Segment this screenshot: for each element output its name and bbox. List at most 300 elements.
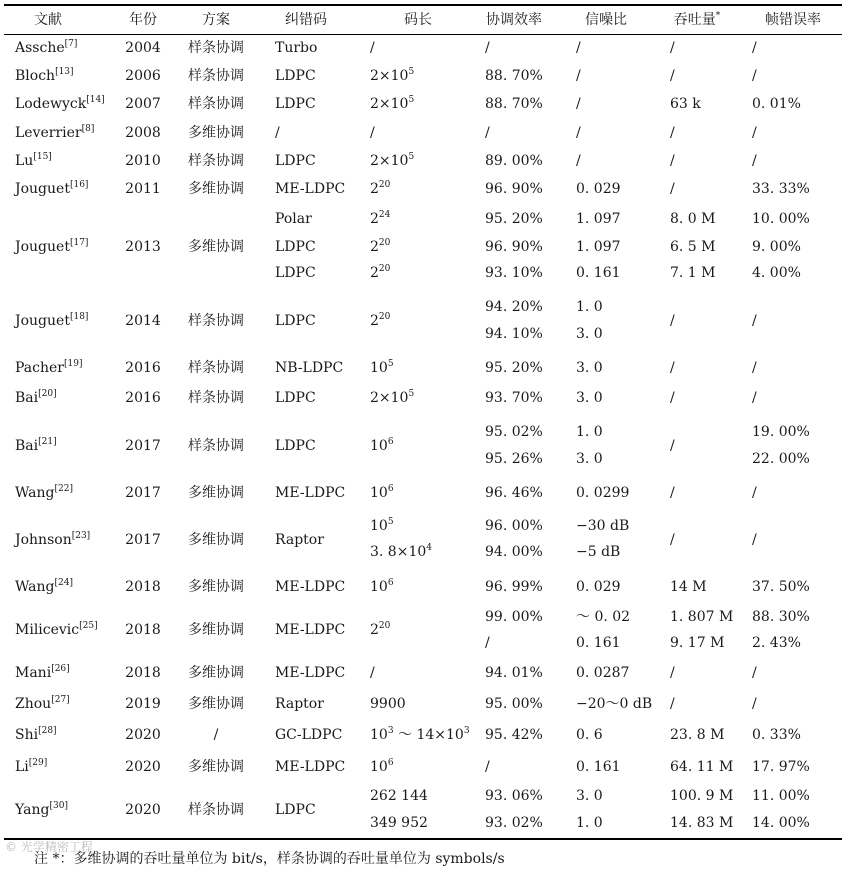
- eff-cell: /: [485, 125, 490, 141]
- length-exponent: 5: [408, 67, 415, 77]
- code-cell: LDPC: [275, 96, 316, 112]
- eff-cell: 95. 20%: [485, 360, 543, 376]
- reference-cell: [15, 532, 90, 548]
- eff-cell: 96. 90%: [485, 181, 543, 197]
- fer-cell: /: [752, 696, 757, 712]
- length-exponent: 5: [408, 389, 415, 399]
- year-cell: 2011: [125, 181, 161, 197]
- author-name: Jouguet: [15, 239, 70, 255]
- scheme-cell: 多维协调: [188, 759, 244, 775]
- fer-cell: 14. 00%: [752, 815, 810, 831]
- code-cell: Turbo: [275, 40, 318, 56]
- header-rule: [4, 34, 842, 35]
- len-cell: [370, 665, 375, 681]
- scheme-cell: 多维协调: [188, 239, 244, 255]
- len-cell: [370, 265, 390, 281]
- snr-cell: 0. 029: [576, 579, 621, 595]
- scheme-cell: 多维协调: [188, 696, 244, 712]
- snr-cell: 1. 0: [576, 815, 603, 831]
- fer-cell: /: [752, 360, 757, 376]
- eff-cell: 94. 01%: [485, 665, 543, 681]
- header-footnote-mark: *: [715, 11, 721, 21]
- snr-cell: 3. 0: [576, 326, 603, 342]
- eff-cell: 88. 70%: [485, 68, 543, 84]
- len-cell: [370, 759, 394, 775]
- header-label: 纠错码: [285, 12, 327, 28]
- table-footnote: 注 *：多维协调的吞吐量单位为 bit/s，样条协调的吞吐量单位为 symbols/s: [34, 851, 505, 867]
- reference-cell: [15, 802, 68, 818]
- header-label: 年份: [129, 12, 157, 28]
- header-cell: [34, 12, 62, 28]
- year-cell: 2018: [125, 622, 161, 638]
- code-cell: LDPC: [275, 390, 316, 406]
- code-cell: ME-LDPC: [275, 622, 346, 638]
- length-exponent: 5: [387, 359, 394, 369]
- year-cell: 2020: [125, 802, 161, 818]
- citation-number: [23]: [71, 531, 91, 541]
- eff-cell: 93. 06%: [485, 788, 543, 804]
- code-cell: ME-LDPC: [275, 485, 346, 501]
- reference-cell: [15, 96, 105, 112]
- length-exponent: 6: [387, 758, 394, 768]
- year-cell: 2016: [125, 360, 161, 376]
- eff-cell: /: [485, 759, 490, 775]
- length-exponent: 4: [426, 543, 432, 553]
- code-cell: Polar: [275, 211, 312, 227]
- author-name: Jouguet: [15, 181, 70, 197]
- fer-cell: 37. 50%: [752, 579, 810, 595]
- eff-cell: 95. 20%: [485, 211, 543, 227]
- fer-cell: /: [752, 532, 757, 548]
- tp-cell: /: [670, 390, 675, 406]
- reference-cell: [15, 360, 82, 376]
- citation-number: [20]: [38, 389, 57, 399]
- len-cell: [370, 96, 414, 112]
- code-cell: /: [275, 125, 280, 141]
- year-cell: 2018: [125, 665, 161, 681]
- snr-cell: 3. 0: [576, 788, 603, 804]
- scheme-cell: 样条协调: [188, 68, 244, 84]
- tp-cell: 1. 807 M: [670, 609, 734, 625]
- length-base: 2: [370, 622, 379, 638]
- snr-cell: ～ 0. 02: [576, 609, 631, 625]
- snr-cell: /: [576, 68, 581, 84]
- author-name: Jouguet: [15, 313, 70, 329]
- author-name: Yang: [15, 802, 50, 818]
- citation-number: [27]: [51, 695, 70, 705]
- code-cell: LDPC: [275, 802, 316, 818]
- code-cell: LDPC: [275, 438, 316, 454]
- code-cell: ME-LDPC: [275, 665, 346, 681]
- reference-cell: [15, 313, 88, 329]
- length-base: 349 952: [370, 815, 428, 831]
- length-exponent: 20: [378, 180, 391, 190]
- year-cell: 2017: [125, 485, 161, 501]
- scheme-cell: 多维协调: [188, 665, 244, 681]
- author-name: Wang: [15, 485, 55, 501]
- length-base: 2×10: [370, 390, 409, 406]
- header-label: 码长: [404, 12, 432, 28]
- header-cell: [585, 12, 627, 28]
- snr-cell: 0. 0299: [576, 485, 630, 501]
- eff-cell: 95. 26%: [485, 451, 543, 467]
- year-cell: 2008: [125, 125, 161, 141]
- length-exponent: 3: [463, 726, 470, 736]
- length-base: 2: [370, 265, 379, 281]
- tp-cell: /: [670, 360, 675, 376]
- eff-cell: 94. 10%: [485, 326, 543, 342]
- reference-cell: [15, 665, 70, 681]
- fer-cell: 2. 43%: [752, 635, 801, 651]
- len-cell: [370, 40, 375, 56]
- scheme-cell: 样条协调: [188, 96, 244, 112]
- code-cell: ME-LDPC: [275, 759, 346, 775]
- snr-cell: −30 dB: [576, 518, 630, 534]
- length-base: 262 144: [370, 788, 428, 804]
- fer-cell: 17. 97%: [752, 759, 810, 775]
- header-cell: [285, 12, 327, 28]
- fer-cell: /: [752, 313, 757, 329]
- tp-cell: /: [670, 153, 675, 169]
- eff-cell: /: [485, 40, 490, 56]
- header-label: 帧错误率: [765, 12, 821, 28]
- length-exponent: 6: [387, 484, 394, 494]
- length-base: 10: [370, 579, 388, 595]
- len-cell: [370, 211, 390, 227]
- snr-cell: 3. 0: [576, 451, 603, 467]
- citation-number: [26]: [51, 664, 70, 674]
- length-base: 2: [370, 313, 379, 329]
- eff-cell: 99. 00%: [485, 609, 543, 625]
- citation-number: [18]: [69, 312, 89, 322]
- code-cell: ME-LDPC: [275, 181, 346, 197]
- len-cell: [370, 485, 394, 501]
- tp-cell: /: [670, 313, 675, 329]
- reference-cell: [15, 68, 74, 84]
- fer-cell: /: [752, 485, 757, 501]
- length-base: 10: [370, 759, 388, 775]
- tp-cell: /: [670, 125, 675, 141]
- length-exponent: 20: [378, 264, 391, 274]
- scheme-cell: 样条协调: [188, 40, 244, 56]
- tp-cell: /: [670, 696, 675, 712]
- len-cell: [370, 181, 390, 197]
- fer-cell: 9. 00%: [752, 239, 801, 255]
- citation-number: [16]: [69, 180, 89, 190]
- snr-cell: 0. 161: [576, 759, 621, 775]
- length-base: 2×10: [370, 153, 409, 169]
- citation-number: [13]: [55, 67, 74, 77]
- length-exponent: 20: [378, 312, 391, 322]
- code-cell: Raptor: [275, 532, 324, 548]
- len-cell: [370, 360, 394, 376]
- snr-cell: −20～0 dB: [576, 696, 653, 712]
- len-cell: [370, 518, 394, 534]
- header-cell: [765, 12, 821, 28]
- snr-cell: 3. 0: [576, 390, 603, 406]
- scheme-cell: 多维协调: [188, 125, 244, 141]
- tp-cell: /: [670, 438, 675, 454]
- scheme-cell: 样条协调: [188, 360, 244, 376]
- header-label: 吞吐量: [673, 12, 716, 28]
- header-label: 文献: [34, 12, 62, 28]
- tp-cell: 7. 1 M: [670, 265, 716, 281]
- eff-cell: 93. 02%: [485, 815, 543, 831]
- tp-cell: 9. 17 M: [670, 635, 725, 651]
- citation-number: [15]: [33, 152, 52, 162]
- author-name: Zhou: [15, 696, 52, 712]
- reference-cell: [15, 485, 73, 501]
- scheme-cell: 样条协调: [188, 802, 244, 818]
- snr-cell: 1. 0: [576, 299, 603, 315]
- len-cell: [370, 153, 414, 169]
- watermark: © 光学精密工程: [5, 840, 93, 854]
- snr-cell: 0. 161: [576, 635, 621, 651]
- code-cell: LDPC: [275, 153, 316, 169]
- length-base: 2×10: [370, 68, 409, 84]
- eff-cell: 88. 70%: [485, 96, 543, 112]
- fer-cell: 33. 33%: [752, 181, 810, 197]
- author-name: Shi: [15, 727, 39, 743]
- reference-cell: [15, 579, 73, 595]
- year-cell: 2019: [125, 696, 161, 712]
- reference-cell: [15, 759, 47, 775]
- fer-cell: 0. 33%: [752, 727, 801, 743]
- length-exponent: 5: [387, 517, 394, 527]
- tp-cell: /: [670, 40, 675, 56]
- length-base: /: [370, 665, 375, 681]
- citation-number: [22]: [54, 484, 73, 494]
- len-cell: [370, 313, 390, 329]
- reference-cell: [15, 622, 98, 638]
- reference-cell: [15, 696, 70, 712]
- length-exponent: 24: [378, 210, 391, 220]
- fer-cell: /: [752, 68, 757, 84]
- eff-cell: 95. 00%: [485, 696, 543, 712]
- citation-number: [28]: [38, 726, 57, 736]
- len-cell: [370, 390, 414, 406]
- citation-number: [14]: [86, 95, 105, 105]
- fer-cell: /: [752, 665, 757, 681]
- snr-cell: 0. 029: [576, 181, 621, 197]
- len-cell: [370, 696, 406, 712]
- len-cell: [370, 544, 432, 560]
- citation-number: [8]: [81, 124, 95, 134]
- year-cell: 2004: [125, 40, 161, 56]
- citation-number: [7]: [64, 39, 78, 49]
- scheme-cell: 样条协调: [188, 390, 244, 406]
- code-cell: Raptor: [275, 696, 324, 712]
- citation-number: [24]: [54, 578, 73, 588]
- tp-cell: /: [670, 485, 675, 501]
- tp-cell: 64. 11 M: [670, 759, 734, 775]
- citation-number: [21]: [38, 437, 57, 447]
- snr-cell: /: [576, 40, 581, 56]
- len-cell: [370, 815, 428, 831]
- snr-cell: /: [576, 125, 581, 141]
- code-cell: LDPC: [275, 313, 316, 329]
- snr-cell: −5 dB: [576, 544, 621, 560]
- year-cell: 2018: [125, 579, 161, 595]
- author-name: Pacher: [15, 360, 64, 376]
- citation-number: [25]: [79, 621, 98, 631]
- author-name: Mani: [15, 665, 52, 681]
- snr-cell: 0. 0287: [576, 665, 630, 681]
- eff-cell: 89. 00%: [485, 153, 543, 169]
- header-cell: [202, 12, 230, 28]
- scheme-cell: 样条协调: [188, 313, 244, 329]
- code-cell: ME-LDPC: [275, 579, 346, 595]
- fer-cell: /: [752, 153, 757, 169]
- tp-cell: 63 k: [670, 96, 701, 112]
- length-base: /: [370, 40, 375, 56]
- year-cell: 2020: [125, 727, 161, 743]
- code-cell: GC-LDPC: [275, 727, 343, 743]
- length-base: 10: [370, 727, 388, 743]
- snr-cell: /: [576, 153, 581, 169]
- length-base: ～ 14×10: [393, 727, 464, 743]
- year-cell: 2017: [125, 532, 161, 548]
- reference-cell: [15, 40, 77, 56]
- length-base: 2×10: [370, 96, 409, 112]
- header-cell: [674, 12, 721, 28]
- author-name: Johnson: [15, 532, 72, 548]
- author-name: Milicevic: [15, 622, 80, 638]
- header-cell: [129, 12, 157, 28]
- scheme-cell: /: [213, 727, 219, 743]
- length-base: 10: [370, 438, 388, 454]
- reference-cell: [15, 125, 94, 141]
- tp-cell: /: [670, 181, 675, 197]
- snr-cell: /: [576, 96, 581, 112]
- length-base: 10: [370, 485, 388, 501]
- length-exponent: 3: [387, 726, 394, 736]
- author-name: Wang: [15, 579, 55, 595]
- tp-cell: 6. 5 M: [670, 239, 716, 255]
- reference-cell: [15, 727, 57, 743]
- fer-cell: 22. 00%: [752, 451, 810, 467]
- year-cell: 2006: [125, 68, 161, 84]
- scheme-cell: 多维协调: [188, 181, 244, 197]
- eff-cell: 93. 10%: [485, 265, 543, 281]
- author-name: Li: [15, 759, 29, 775]
- code-cell: LDPC: [275, 68, 316, 84]
- year-cell: 2013: [125, 239, 161, 255]
- scheme-cell: 样条协调: [188, 153, 244, 169]
- bottom-rule: [4, 838, 842, 840]
- top-rule: [4, 4, 842, 6]
- len-cell: [370, 438, 394, 454]
- length-exponent: 6: [387, 578, 394, 588]
- year-cell: 2016: [125, 390, 161, 406]
- eff-cell: 94. 00%: [485, 544, 543, 560]
- snr-cell: 0. 161: [576, 265, 621, 281]
- scheme-cell: 多维协调: [188, 579, 244, 595]
- fer-cell: 11. 00%: [752, 788, 810, 804]
- length-base: 2: [370, 239, 379, 255]
- fer-cell: /: [752, 40, 757, 56]
- tp-cell: /: [670, 68, 675, 84]
- fer-cell: 0. 01%: [752, 96, 801, 112]
- author-name: Lu: [15, 153, 34, 169]
- header-cell: [486, 12, 542, 28]
- reference-cell: [15, 438, 57, 454]
- eff-cell: /: [485, 635, 490, 651]
- scheme-cell: 多维协调: [188, 532, 244, 548]
- year-cell: 2014: [125, 313, 161, 329]
- year-cell: 2010: [125, 153, 161, 169]
- length-base: 3. 8×10: [370, 544, 427, 560]
- fer-cell: 4. 00%: [752, 265, 801, 281]
- snr-cell: 1. 097: [576, 211, 621, 227]
- author-name: Bloch: [15, 68, 56, 84]
- tp-cell: 8. 0 M: [670, 211, 716, 227]
- fer-cell: /: [752, 125, 757, 141]
- len-cell: [370, 239, 390, 255]
- header-label: 方案: [202, 12, 230, 28]
- length-exponent: 5: [408, 95, 415, 105]
- citation-number: [19]: [63, 359, 83, 369]
- reference-cell: [15, 390, 57, 406]
- author-name: Bai: [15, 390, 39, 406]
- length-base: 2: [370, 181, 379, 197]
- len-cell: [370, 788, 428, 804]
- eff-cell: 93. 70%: [485, 390, 543, 406]
- fer-cell: /: [752, 390, 757, 406]
- header-cell: [404, 12, 432, 28]
- author-name: Leverrier: [15, 125, 82, 141]
- length-base: /: [370, 125, 375, 141]
- tp-cell: 14 M: [670, 579, 707, 595]
- len-cell: [370, 68, 414, 84]
- eff-cell: 96. 00%: [485, 518, 543, 534]
- year-cell: 2017: [125, 438, 161, 454]
- snr-cell: 0. 6: [576, 727, 603, 743]
- length-base: 9900: [370, 696, 406, 712]
- citation-number: [17]: [69, 238, 89, 248]
- length-exponent: 6: [387, 437, 394, 447]
- scheme-cell: 多维协调: [188, 622, 244, 638]
- len-cell: [370, 727, 470, 743]
- reference-cell: [15, 239, 88, 255]
- code-cell: LDPC: [275, 239, 316, 255]
- author-name: Assche: [15, 40, 65, 56]
- length-base: 2: [370, 211, 379, 227]
- snr-cell: 1. 0: [576, 424, 603, 440]
- header-label: 协调效率: [486, 12, 542, 28]
- eff-cell: 96. 46%: [485, 485, 543, 501]
- reference-cell: [15, 181, 88, 197]
- header-label: 信噪比: [585, 12, 627, 28]
- length-exponent: 20: [378, 238, 391, 248]
- len-cell: [370, 125, 375, 141]
- tp-cell: /: [670, 665, 675, 681]
- code-cell: LDPC: [275, 265, 316, 281]
- length-exponent: 20: [378, 621, 391, 631]
- length-exponent: 5: [408, 152, 415, 162]
- eff-cell: 95. 42%: [485, 727, 543, 743]
- length-base: 10: [370, 518, 388, 534]
- snr-cell: 3. 0: [576, 360, 603, 376]
- len-cell: [370, 579, 394, 595]
- len-cell: [370, 622, 390, 638]
- tp-cell: /: [670, 532, 675, 548]
- author-name: Bai: [15, 438, 39, 454]
- eff-cell: 95. 02%: [485, 424, 543, 440]
- year-cell: 2020: [125, 759, 161, 775]
- eff-cell: 96. 90%: [485, 239, 543, 255]
- reference-cell: [15, 153, 52, 169]
